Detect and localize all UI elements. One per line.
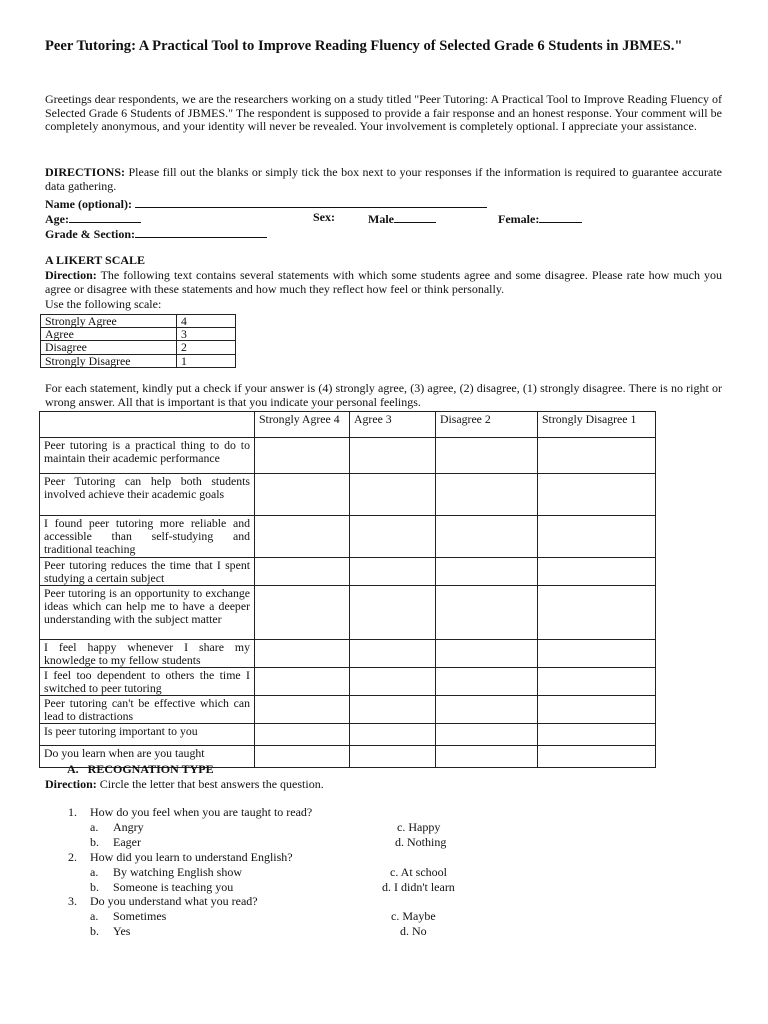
document-title: Peer Tutoring: A Practical Tool to Improve Reading Fluency of Selected Grade 6 Students in JBMES." xyxy=(45,38,683,54)
scale-row xyxy=(41,341,236,354)
option-d[interactable]: d. I didn't learn xyxy=(382,880,455,894)
name-field-row xyxy=(45,196,722,212)
response-cell-disagree[interactable] xyxy=(436,558,538,586)
response-cell-agree[interactable] xyxy=(350,746,436,768)
grade-section-blank[interactable] xyxy=(135,226,267,238)
response-cell-agree[interactable] xyxy=(350,640,436,668)
response-cell-strongly-agree[interactable] xyxy=(255,640,350,668)
likert-direction xyxy=(45,269,722,296)
response-cell-strongly-disagree[interactable] xyxy=(538,558,656,586)
statement-text: Peer tutoring can't be effective which can lead to distractions xyxy=(40,696,255,724)
response-cell-agree[interactable] xyxy=(350,724,436,746)
option-a-text[interactable]: By watching English show xyxy=(113,865,242,879)
response-cell-strongly-agree[interactable] xyxy=(255,558,350,586)
likert-direction-text: The following text contains several statements with which some students agree and some disagree. Please rate how much you agree or disagree with these statements and how much they reflect how feel or think personally. xyxy=(45,268,722,296)
response-cell-disagree[interactable] xyxy=(436,516,538,558)
question-number: 2. xyxy=(68,850,77,864)
option-a-text[interactable]: Sometimes xyxy=(113,909,167,923)
response-cell-agree[interactable] xyxy=(350,438,436,474)
likert-instruction: For each statement, kindly put a check if your answer is (4) strongly agree, (3) agree, (2) disagree, (1) strongly disagree. There is no right or wrong answer. All that is important is that you indicate your personal feelings. xyxy=(45,381,722,409)
column-header-strongly-agree: Strongly Agree 4 xyxy=(255,412,350,438)
scale-label: Strongly Disagree xyxy=(41,354,177,367)
name-blank[interactable] xyxy=(135,196,487,208)
recognition-heading: A. RECOGNATION TYPE xyxy=(67,762,214,776)
response-cell-agree[interactable] xyxy=(350,516,436,558)
likert-heading: A LIKERT SCALE xyxy=(45,253,146,267)
option-d[interactable]: d. Nothing xyxy=(395,835,447,849)
question-text: Do you understand what you read? xyxy=(90,894,258,908)
response-cell-disagree[interactable] xyxy=(436,696,538,724)
directions-text: Please fill out the blanks or simply tick the box next to your responses if the information is required to guarantee accurate data gathering. xyxy=(45,165,722,193)
response-cell-strongly-agree[interactable] xyxy=(255,586,350,640)
response-cell-disagree[interactable] xyxy=(436,586,538,640)
column-header-agree: Agree 3 xyxy=(350,412,436,438)
scale-value: 3 xyxy=(177,328,236,341)
scale-row xyxy=(41,315,236,328)
response-cell-disagree[interactable] xyxy=(436,474,538,516)
response-cell-agree[interactable] xyxy=(350,696,436,724)
statement-row xyxy=(40,586,656,640)
response-cell-strongly-agree[interactable] xyxy=(255,696,350,724)
grade-section-label: Grade & Section: xyxy=(45,227,135,241)
response-cell-strongly-agree[interactable] xyxy=(255,516,350,558)
option-a-letter[interactable]: a. xyxy=(90,820,99,834)
response-cell-agree[interactable] xyxy=(350,586,436,640)
response-cell-disagree[interactable] xyxy=(436,746,538,768)
option-c[interactable]: c. Maybe xyxy=(391,909,436,923)
age-blank[interactable] xyxy=(69,211,141,223)
scale-label: Strongly Agree xyxy=(41,315,177,328)
statement-text: I feel happy whenever I share my knowledge to my fellow students xyxy=(40,640,255,668)
response-cell-strongly-agree[interactable] xyxy=(255,438,350,474)
statement-text: Peer tutoring is a practical thing to do to maintain their academic performance xyxy=(40,438,255,474)
option-d[interactable]: d. No xyxy=(400,924,427,938)
age-sex-row xyxy=(45,211,722,227)
response-cell-strongly-disagree[interactable] xyxy=(538,724,656,746)
scale-row xyxy=(41,354,236,367)
statement-row xyxy=(40,474,656,516)
response-cell-strongly-agree[interactable] xyxy=(255,724,350,746)
statement-text: I feel too dependent to others the time I switched to peer tutoring xyxy=(40,668,255,696)
age-label: Age: xyxy=(45,212,69,226)
statement-text: Peer tutoring reduces the time that I spent studying a certain subject xyxy=(40,558,255,586)
scale-label: Agree xyxy=(41,328,177,341)
recognition-direction-label: Direction: xyxy=(45,777,97,791)
scale-value: 2 xyxy=(177,341,236,354)
statement-text: I found peer tutoring more reliable and accessible than self-studying and traditional teaching xyxy=(40,516,255,558)
response-cell-agree[interactable] xyxy=(350,474,436,516)
response-cell-strongly-disagree[interactable] xyxy=(538,668,656,696)
response-cell-strongly-agree[interactable] xyxy=(255,746,350,768)
option-b-text[interactable]: Eager xyxy=(113,835,141,849)
option-a-letter[interactable]: a. xyxy=(90,865,99,879)
response-cell-strongly-agree[interactable] xyxy=(255,474,350,516)
response-cell-disagree[interactable] xyxy=(436,724,538,746)
sex-label: Sex: xyxy=(313,210,335,224)
option-a-letter[interactable]: a. xyxy=(90,909,99,923)
column-header-strongly-disagree: Strongly Disagree 1 xyxy=(538,412,656,438)
statement-row xyxy=(40,724,656,746)
name-label: Name (optional): xyxy=(45,197,132,211)
scale-intro: Use the following scale: xyxy=(45,297,162,311)
scale-value: 4 xyxy=(177,315,236,328)
statement-header xyxy=(40,412,255,438)
statement-row xyxy=(40,696,656,724)
response-cell-disagree[interactable] xyxy=(436,668,538,696)
statement-row xyxy=(40,438,656,474)
statement-text: Is peer tutoring important to you xyxy=(40,724,255,746)
question-text: How did you learn to understand English? xyxy=(90,850,293,864)
response-cell-agree[interactable] xyxy=(350,558,436,586)
option-b-letter[interactable]: b. xyxy=(90,835,99,849)
option-b-letter[interactable]: b. xyxy=(90,924,99,938)
likert-table xyxy=(39,411,656,768)
recognition-direction-text: Circle the letter that best answers the question. xyxy=(96,777,324,791)
option-c[interactable]: c. Happy xyxy=(397,820,441,834)
recognition-direction xyxy=(45,778,324,792)
scale-table xyxy=(40,314,236,368)
scale-value: 1 xyxy=(177,354,236,367)
statement-row xyxy=(40,668,656,696)
likert-header-row xyxy=(40,412,656,438)
likert-direction-label: Direction: xyxy=(45,268,97,282)
option-c[interactable]: c. At school xyxy=(390,865,447,879)
response-cell-strongly-disagree[interactable] xyxy=(538,640,656,668)
option-b-text[interactable]: Yes xyxy=(113,924,131,938)
statement-text: Do you learn when are you taught xyxy=(40,746,255,768)
statement-text: Peer tutoring is an opportunity to exchange ideas which can help me to have a deeper understanding with the subject matter xyxy=(40,586,255,640)
option-b-text[interactable]: Someone is teaching you xyxy=(113,880,234,894)
response-cell-strongly-disagree[interactable] xyxy=(538,516,656,558)
statement-text: Peer Tutoring can help both students involved achieve their academic goals xyxy=(40,474,255,516)
scale-row xyxy=(41,328,236,341)
question-number: 3. xyxy=(68,894,77,908)
question-number: 1. xyxy=(68,805,77,819)
female-blank[interactable] xyxy=(539,211,582,223)
directions-paragraph xyxy=(45,166,722,193)
scale-label: Disagree xyxy=(41,341,177,354)
response-cell-disagree[interactable] xyxy=(436,640,538,668)
response-cell-strongly-disagree[interactable] xyxy=(538,438,656,474)
response-cell-strongly-disagree[interactable] xyxy=(538,586,656,640)
statement-row xyxy=(40,558,656,586)
female-option xyxy=(498,211,582,227)
response-cell-agree[interactable] xyxy=(350,668,436,696)
directions-label: DIRECTIONS: xyxy=(45,165,126,179)
option-b-letter[interactable]: b. xyxy=(90,880,99,894)
male-blank[interactable] xyxy=(394,211,436,223)
statement-row xyxy=(40,516,656,558)
statement-row xyxy=(40,640,656,668)
grade-section-row xyxy=(45,226,722,242)
column-header-disagree: Disagree 2 xyxy=(436,412,538,438)
intro-paragraph: Greetings dear respondents, we are the researchers working on a study titled "Peer Tutoring: A Practical Tool to Improve Reading Fluency of Selected Grade 6 Students of JBMES." The respondent is supposed to provide a fair response and an honest response. Your comment will be completely anonymous, and your identity will never be revealed. Your involvement is completely optional. I appreciate your assistance. xyxy=(45,92,722,133)
response-cell-strongly-disagree[interactable] xyxy=(538,696,656,724)
response-cell-strongly-disagree[interactable] xyxy=(538,474,656,516)
response-cell-strongly-agree[interactable] xyxy=(255,668,350,696)
option-a-text[interactable]: Angry xyxy=(113,820,144,834)
response-cell-disagree[interactable] xyxy=(436,438,538,474)
male-option xyxy=(368,211,436,227)
male-label: Male xyxy=(368,212,394,226)
response-cell-strongly-disagree[interactable] xyxy=(538,746,656,768)
female-label: Female: xyxy=(498,212,540,226)
question-text: How do you feel when you are taught to read? xyxy=(90,805,313,819)
